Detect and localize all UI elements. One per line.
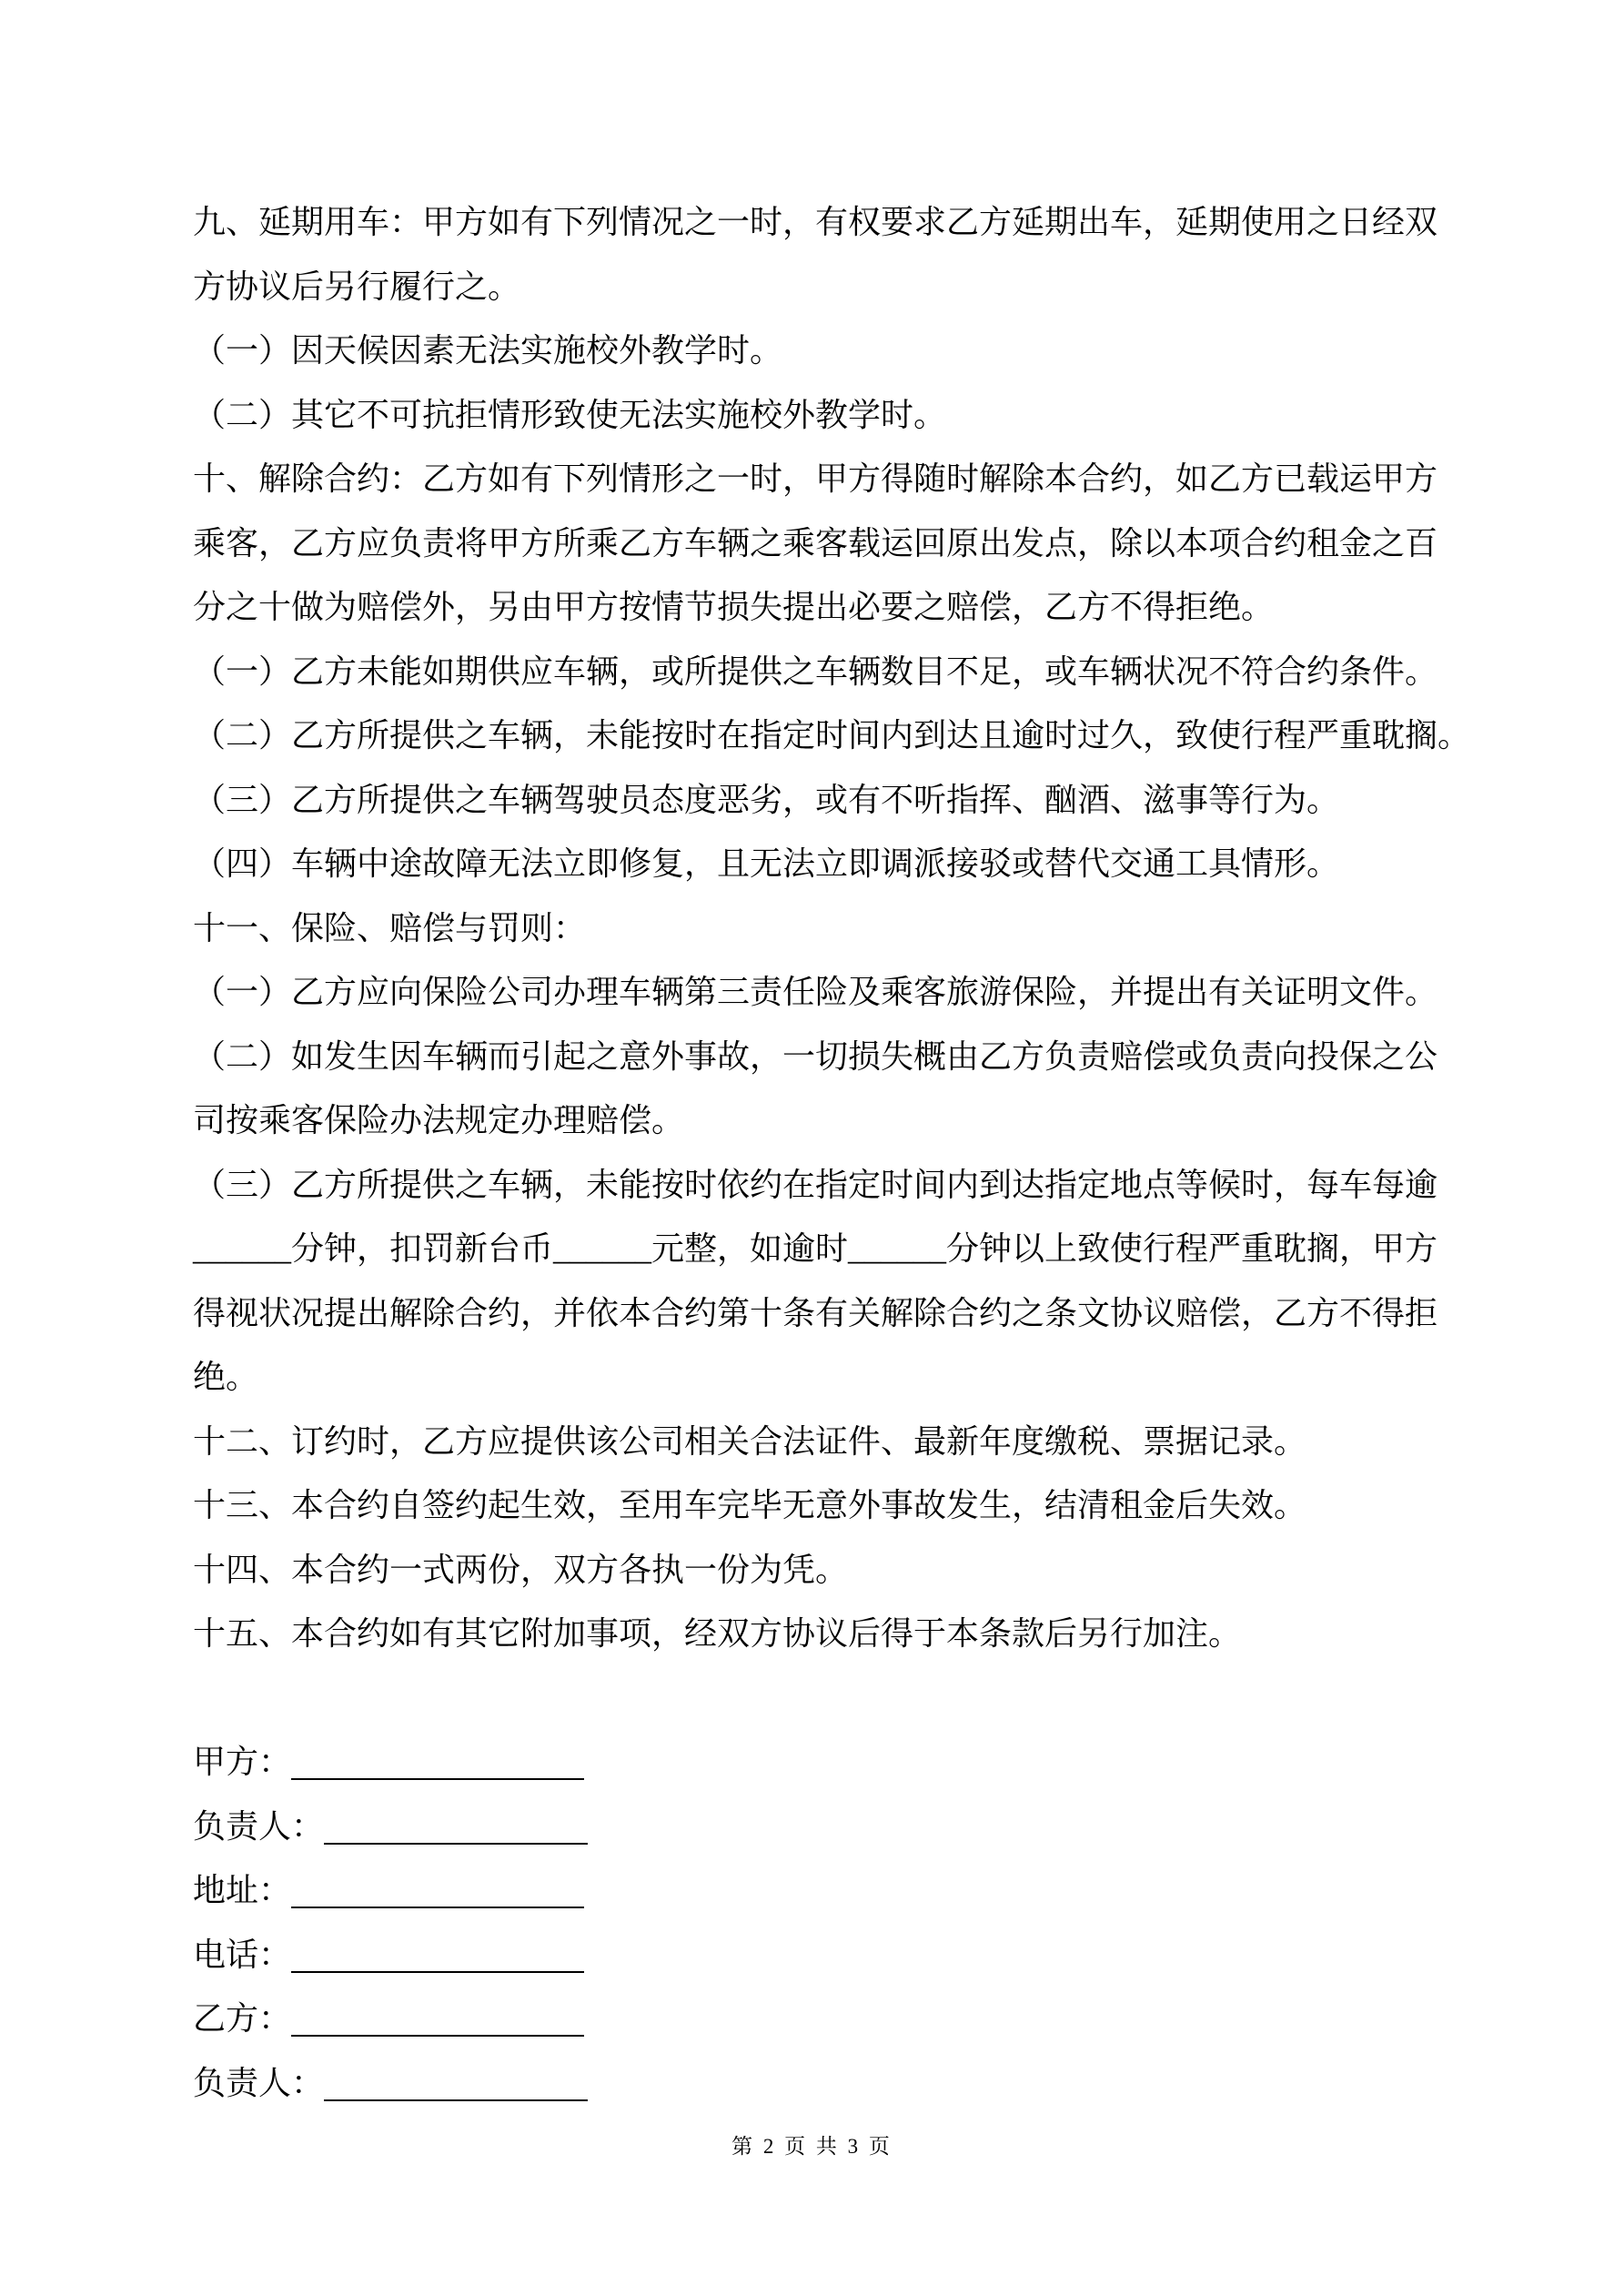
contract-line: （二）乙方所提供之车辆，未能按时在指定时间内到达且逾时过久，致使行程严重耽搁。	[193, 717, 1471, 754]
signature-label-phone: 电话：	[193, 1936, 292, 1973]
signature-label-party-b-rep: 负责人：	[193, 2064, 325, 2101]
signature-blank-address	[291, 1874, 584, 1908]
contract-line: 十二、订约时，乙方应提供该公司相关合法证件、最新年度缴税、票据记录。	[193, 1422, 1307, 1460]
contract-line: 九、延期用车：甲方如有下列情况之一时，有权要求乙方延期出车，延期使用之日经双	[193, 204, 1438, 240]
contract-line: （三）乙方所提供之车辆，未能按时依约在指定时间内到达指定地点等候时，每车每逾	[193, 1166, 1438, 1203]
contract-line: （四）车辆中途故障无法立即修复，且无法立即调派接驳或替代交通工具情形。	[193, 845, 1340, 882]
signature-label-party-b: 乙方：	[193, 2000, 292, 2037]
signature-blank-party-b-rep	[324, 2067, 588, 2101]
contract-line: 分之十做为赔偿外，另由甲方按情节损失提出必要之赔偿，乙方不得拒绝。	[193, 589, 1275, 625]
contract-line: 得视状况提出解除合约，并依本合约第十条有关解除合约之条文协议赔偿，乙方不得拒	[193, 1294, 1438, 1331]
contract-line: （二）如发生因车辆而引起之意外事故，一切损失概由乙方负责赔偿或负责向投保之公	[193, 1037, 1438, 1075]
contract-line: 十四、本合约一式两份，双方各执一份为凭。	[193, 1551, 849, 1588]
signature-label-party-a: 甲方：	[193, 1744, 292, 1780]
contract-line: （二）其它不可抗拒情形致使无法实施校外教学时。	[193, 396, 947, 433]
contract-line: 十、解除合约：乙方如有下列情形之一时，甲方得随时解除本合约，如乙方已载运甲方	[193, 460, 1438, 497]
contract-line: （一）乙方应向保险公司办理车辆第三责任险及乘客旅游保险，并提出有关证明文件。	[193, 974, 1438, 1010]
contract-line: 绝。	[193, 1359, 259, 1395]
signature-label-address: 地址：	[193, 1872, 292, 1908]
signature-blank-party-a-rep	[324, 1810, 588, 1845]
signature-row-phone	[193, 1923, 1494, 1988]
contract-clauses	[193, 190, 1494, 1666]
signature-blank-phone	[291, 1938, 584, 1973]
contract-line: （一）乙方未能如期供应车辆，或所提供之车辆数目不足，或车辆状况不符合约条件。	[193, 652, 1438, 690]
blank-line-spacer	[193, 1666, 1494, 1731]
contract-line: ______分钟，扣罚新台币______元整，如逾时______分钟以上致使行程严重耽搁，甲方	[193, 1230, 1438, 1267]
signature-row-party-b-rep	[193, 2051, 1494, 2116]
contract-line: 司按乘客保险办法规定办理赔偿。	[193, 1102, 685, 1138]
contract-line: （三）乙方所提供之车辆驾驶员态度恶劣，或有不听指挥、酗酒、滋事等行为。	[193, 781, 1340, 818]
contract-body	[193, 190, 1494, 2115]
signature-label-party-a-rep: 负责人：	[193, 1807, 325, 1845]
contract-line: 乘客，乙方应负责将甲方所乘乙方车辆之乘客载运回原出发点，除以本项合约租金之百	[193, 524, 1438, 561]
page-footer: 第 2 页 共 3 页	[731, 2135, 893, 2158]
signature-blank-party-a	[291, 1745, 584, 1780]
signature-row-party-a	[193, 1730, 1494, 1795]
contract-line: 方协议后另行履行之。	[193, 268, 521, 305]
contract-line: 十三、本合约自签约起生效，至用车完毕无意外事故发生，结清租金后失效。	[193, 1487, 1307, 1523]
contract-line: 十五、本合约如有其它附加事项，经双方协议后得于本条款后另行加注。	[193, 1615, 1242, 1652]
contract-line: 十一、保险、赔偿与罚则：	[193, 909, 587, 946]
signature-row-party-b	[193, 1987, 1494, 2051]
signature-blank-party-b	[291, 2002, 584, 2037]
signature-row-party-a-rep	[193, 1795, 1494, 1859]
contract-line: （一）因天候因素无法实施校外教学时。	[193, 332, 783, 369]
signature-row-address	[193, 1858, 1494, 1923]
